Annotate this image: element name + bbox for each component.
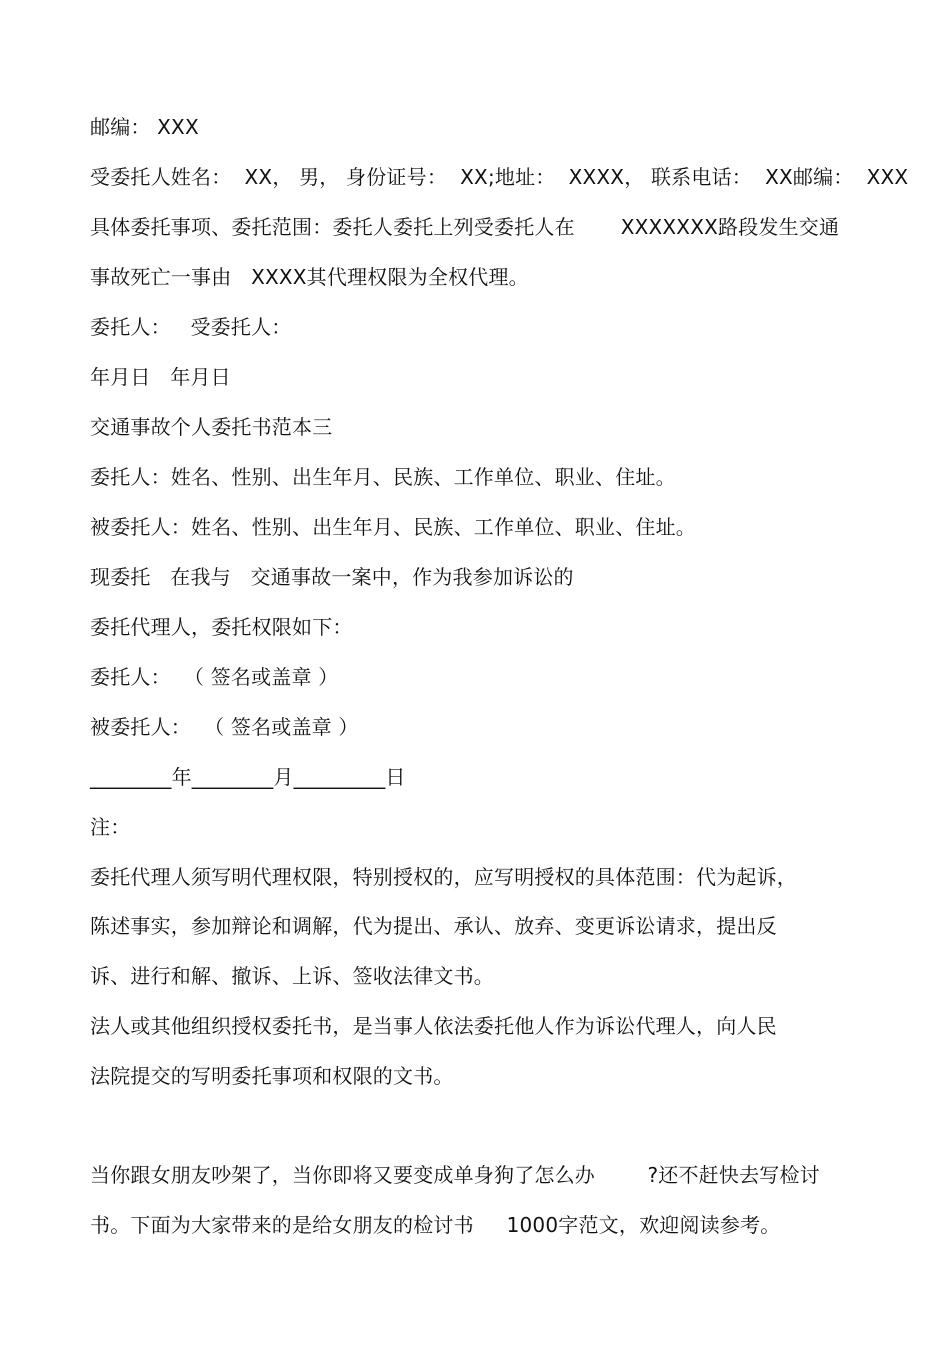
agent-signature-line: 被委托人： （ 签名或盖章 ） (90, 715, 359, 739)
dates-line: 年月日 年月日 (90, 365, 231, 389)
principal-fields-line: 委托人：姓名、性别、出生年月、民族、工作单位、职业、住址。 (90, 465, 676, 489)
note-paragraph-2-line-1: 法人或其他组织授权委托书，是当事人依法委托他人作为诉讼代理人，向人民 (90, 1014, 777, 1038)
agent-fields-line: 被委托人：姓名、性别、出生年月、民族、工作单位、职业、住址。 (90, 515, 696, 539)
authority-line: 委托代理人，委托权限如下： (90, 615, 353, 639)
date-blank-line: ________年________月_________日 (90, 765, 406, 789)
intro-line-1: 当你跟女朋友吵架了，当你即将又要变成单身狗了怎么办 ?还不赶快去写检讨 (90, 1163, 820, 1187)
scope-line-1: 具体委托事项、委托范围：委托人委托上列受委托人在 XXXXXXX路段发生交通 (90, 215, 840, 239)
note-paragraph-1-line-2: 陈述事实，参加辩论和调解，代为提出、承认、放弃、变更诉讼请求，提出反 (90, 914, 777, 938)
note-heading: 注： (90, 815, 131, 839)
intro-line-2: 书。下面为大家带来的是给女朋友的检讨书 1000字范文，欢迎阅读参考。 (90, 1213, 781, 1237)
commission-line: 现委托 在我与 交通事故一案中，作为我参加诉讼的 (90, 565, 574, 589)
section-title: 交通事故个人委托书范本三 (90, 415, 333, 439)
note-paragraph-2-line-2: 法院提交的写明委托事项和权限的文书。 (90, 1064, 454, 1088)
signatories-line: 委托人： 受委托人： (90, 315, 292, 339)
agent-info-line: 受委托人姓名： XX， 男， 身份证号： XX;地址： XXXX， 联系电话： XX邮编： XXX (90, 165, 909, 189)
note-paragraph-1-line-1: 委托代理人须写明代理权限，特别授权的，应写明授权的具体范围：代为起诉， (90, 865, 797, 889)
principal-signature-line: 委托人： （ 签名或盖章 ） (90, 665, 339, 689)
scope-line-2: 事故死亡一事由 XXXX其代理权限为全权代理。 (90, 265, 529, 289)
note-paragraph-1-line-3: 诉、进行和解、撤诉、上诉、签收法律文书。 (90, 964, 494, 988)
postcode-line: 邮编： XXX (90, 115, 199, 139)
